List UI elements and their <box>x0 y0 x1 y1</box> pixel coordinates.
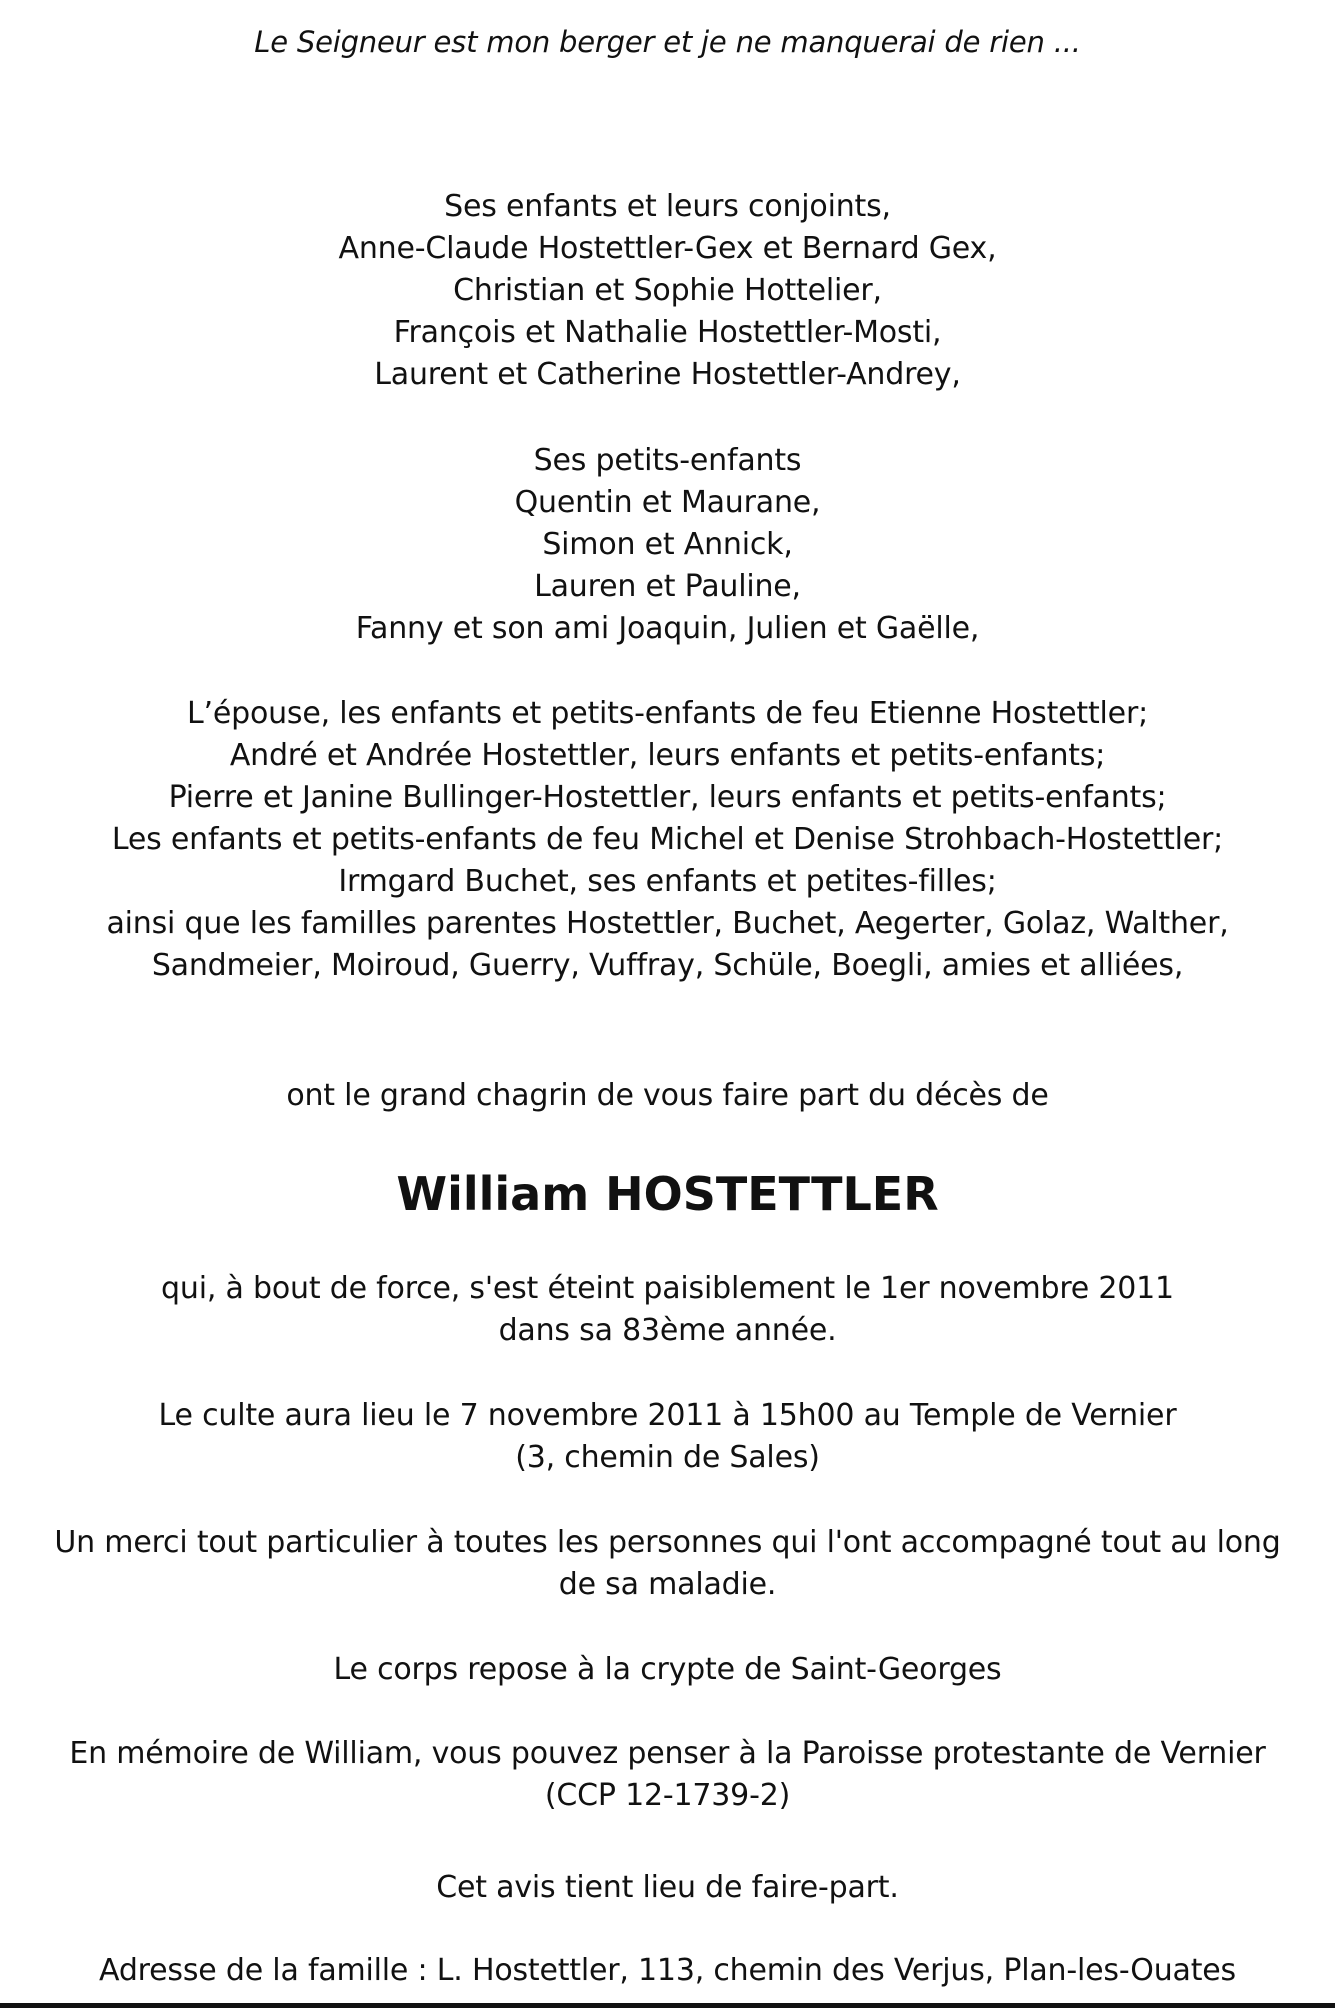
family-line: Les enfants et petits-enfants de feu Michel et Denise Strohbach-Hostettler; <box>111 822 1224 857</box>
family-line: ainsi que les familles parentes Hostettler, Buchet, Aegerter, Golaz, Walther, <box>106 906 1229 941</box>
deceased-name: William HOSTETTLER <box>396 1167 939 1221</box>
thanks-line: Un merci tout particulier à toutes les personnes qui l'ont accompagné tout au long <box>54 1525 1281 1560</box>
family-line: L’épouse, les enfants et petits-enfants de feu Etienne Hostettler; <box>187 696 1148 731</box>
memorial-line: (CCP 12-1739-2) <box>544 1778 791 1813</box>
bible-verse: Le Seigneur est mon berger et je ne manquerai de rien ... <box>254 25 1081 59</box>
announcement: ont le grand chagrin de vous faire part du décès de <box>286 1078 1049 1113</box>
child-line: Anne-Claude Hostettler-Gex et Bernard Gex, <box>338 231 997 266</box>
child-line: Christian et Sophie Hottelier, <box>453 273 882 308</box>
body-rests: Le corps repose à la crypte de Saint-Georges <box>333 1652 1002 1687</box>
grandchild-line: Quentin et Maurane, <box>514 485 821 520</box>
service-line: Le culte aura lieu le 7 novembre 2011 à 15h00 au Temple de Vernier <box>158 1398 1177 1433</box>
grandchild-line: Fanny et son ami Joaquin, Julien et Gaëlle, <box>355 611 980 646</box>
grandchild-line: Simon et Annick, <box>542 527 793 562</box>
notice-statement: Cet avis tient lieu de faire-part. <box>436 1870 899 1905</box>
family-line: Irmgard Buchet, ses enfants et petites-filles; <box>338 864 997 899</box>
family-line: André et Andrée Hostettler, leurs enfants et petits-enfants; <box>229 738 1106 773</box>
family-line: Sandmeier, Moiroud, Guerry, Vuffray, Schüle, Boegli, amies et alliées, <box>151 948 1184 983</box>
children-heading: Ses enfants et leurs conjoints, <box>444 189 891 224</box>
family-address: Adresse de la famille : L. Hostettler, 113, chemin des Verjus, Plan-les-Ouates <box>99 1953 1236 1988</box>
death-detail-line: qui, à bout de force, s'est éteint paisiblement le 1er novembre 2011 <box>161 1271 1174 1306</box>
service-line: (3, chemin de Sales) <box>515 1440 820 1475</box>
child-line: François et Nathalie Hostettler-Mosti, <box>393 315 942 350</box>
bottom-border-rule <box>0 2003 1335 2008</box>
family-line: Pierre et Janine Bullinger-Hostettler, leurs enfants et petits-enfants; <box>168 780 1167 815</box>
death-detail-line: dans sa 83ème année. <box>498 1313 837 1348</box>
memorial-line: En mémoire de William, vous pouvez penser à la Paroisse protestante de Vernier <box>69 1736 1266 1771</box>
grandchild-line: Lauren et Pauline, <box>534 569 801 604</box>
thanks-line: de sa maladie. <box>558 1567 777 1602</box>
child-line: Laurent et Catherine Hostettler-Andrey, <box>374 357 961 392</box>
grandchildren-heading: Ses petits-enfants <box>533 443 802 478</box>
